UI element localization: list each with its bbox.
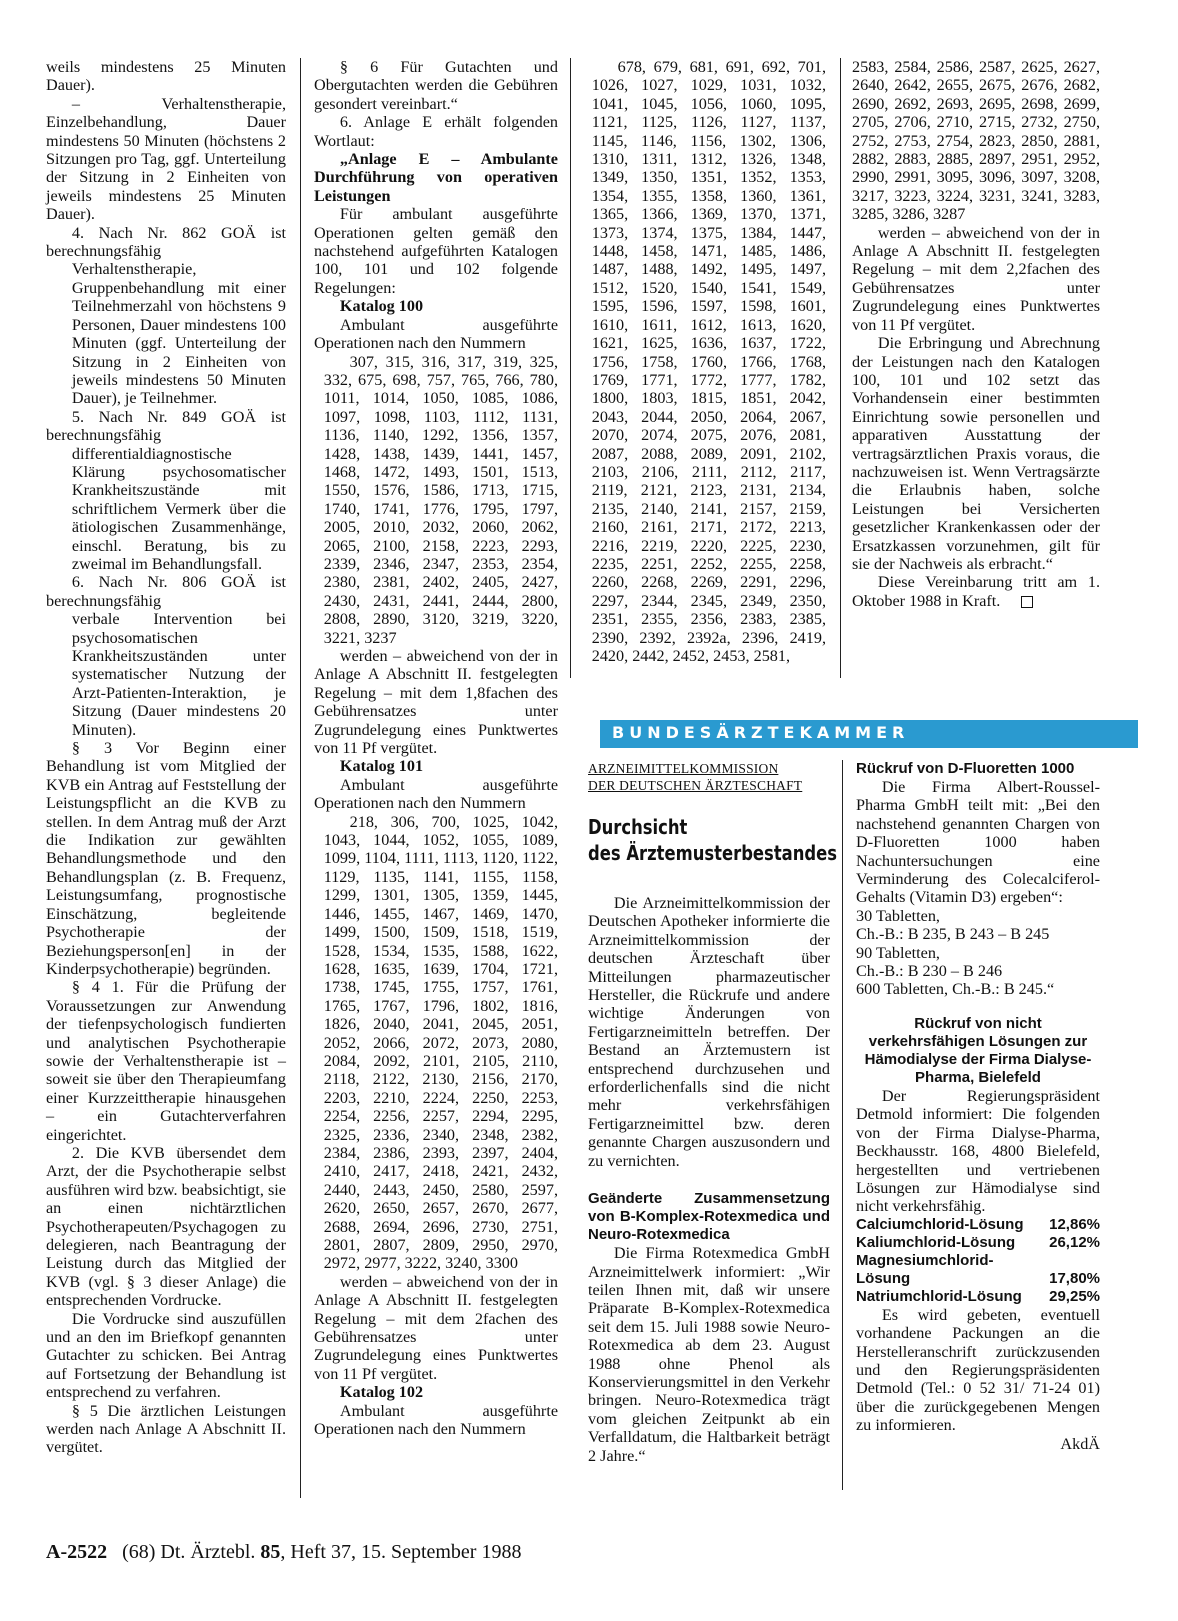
- paragraph: Verhaltenstherapie, Gruppenbehandlung mit einer Teilnehmerzahl von höchstens 9 Personen, Dauer mindestens 100 Minuten (ggf. Unterteilung der Sitzung in 2 Einheiten von jeweils mindestens 50 Minuten Dauer), je Teilnehmer.: [71, 260, 286, 408]
- article-headline: Durchsicht: [588, 815, 688, 839]
- signature: AkdÄ: [1060, 1434, 1100, 1453]
- catalog-100-numbers: 307, 315, 316, 317, 319, 325, 332, 675, 698, 757, 765, 766, 780, 1011, 1014, 1050, 1085, 1086, 1097, 1098, 1103, 1112, 1131, 1136, 1140, 1292, 1356, 1357, 1428, 1438, 1439, 1441, 1457, 1468, 1472, 1493, 1501, 1513, 1550, 1576, 1586, 1713, 1715, 1740, 1741, 1776, 1795, 1797, 2005, 2010, 2032, 2060, 2062, 2065, 2100, 2158, 2223, 2293, 2339, 2346, 2347, 2353, 2354, 2380, 2381, 2402, 2405, 2427, 2430, 2431, 2441, 2444, 2800, 2808, 2890, 3120, 3219, 3220, 3221, 3237: [323, 352, 558, 647]
- paragraph: 5. Nach Nr. 849 GOÄ ist berechnungsfähig: [46, 407, 286, 445]
- page-footer: [46, 1540, 521, 1564]
- paragraph: 2. Die KVB übersendet dem Arzt, der die Psychotherapie selbst ausführen wird bzw. beabsichtigt, sie an einen nichtärztlichen Psychotherapeuten/Psychagogen zu delegieren, nach Beantragung der Leistung durch das Mitglied der KVB (vgl. § 3 dieser Anlage) die entsprechenden Vordrucke.: [46, 1143, 286, 1310]
- solution-row: [856, 1216, 1100, 1234]
- paragraph: – Verhaltenstherapie, Einzelbehandlung, Dauer mindestens 50 Minuten (höchstens 2 Sitzungen pro Tag, ggf. Unterteilung der Sitzung in 2 Einheiten von jeweils mindestens 25 Minuten Dauer).: [46, 94, 286, 224]
- column-6: [856, 760, 1100, 1453]
- solution-value: 29,25%: [1049, 1287, 1100, 1305]
- end-mark-icon: [1021, 596, 1033, 608]
- catalog-102-title: Katalog 102: [339, 1383, 424, 1402]
- paragraph: § 6 Für Gutachten und Obergutachten werden die Gebühren gesondert vereinbart.“: [314, 58, 558, 113]
- paragraph: Ambulant ausgeführte Operationen nach den Nummern: [314, 315, 558, 353]
- solution-value: 17,80%: [1049, 1269, 1100, 1287]
- solution-name: Lösung: [856, 1269, 911, 1287]
- solution-name: Natriumchlorid-Lösung: [856, 1287, 1022, 1305]
- paragraph: Die Firma Albert-Roussel-Pharma GmbH teilt mit: „Bei den nachstehend genannten Chargen von D-Fluoretten 1000 haben Nachuntersuchungen eine Verminderung des Colecalciferol-Gehalts (Vitamin D3) ergeben“:: [856, 778, 1100, 907]
- footer-journal: (68) Dt. Ärztebl.: [122, 1541, 256, 1563]
- org-name: ARZNEIMITTELKOMMISSION: [588, 761, 779, 776]
- paragraph: Die Vordrucke sind auszufüllen und an den im Briefkopf genannten Gutachter zu schicken. Bei Antrag auf Fortsetzung der Behandlung ist entsprechend zu verfahren.: [46, 1309, 286, 1402]
- solution-value: 12,86%: [1049, 1215, 1100, 1233]
- solution-name: Kaliumchlorid-Lösung: [856, 1233, 1016, 1251]
- list-item: Ch.-B.: B 230 – B 246: [856, 962, 1003, 981]
- section-heading: „Anlage E – Ambulante Durchführung von operativen Leistungen: [314, 150, 558, 205]
- banner-label: BUNDESÄRZTEKAMMER: [612, 723, 910, 742]
- paragraph: differentialdiagnostische Klärung psychosomatischer Krankheitszustände mit schriftlichem Vermerk über die ätiologischen Zusammenhänge, einschl. Beratung, bis zu zweimal im Behandlungsfall.: [71, 444, 286, 573]
- catalog-102-numbers-cont: 2583, 2584, 2586, 2587, 2625, 2627, 2640, 2642, 2655, 2675, 2676, 2682, 2690, 2692, 2693, 2695, 2698, 2699, 2705, 2706, 2710, 2715, 2732, 2750, 2752, 2753, 2754, 2823, 2850, 2881, 2882, 2883, 2885, 2897, 2951, 2952, 2990, 2991, 3095, 3096, 3097, 3208, 3217, 3223, 3224, 3231, 3241, 3283, 3285, 3286, 3287: [852, 58, 1100, 224]
- paragraph: weils mindestens 25 Minuten Dauer).: [46, 58, 286, 95]
- catalog-101-title: Katalog 101: [339, 757, 424, 776]
- paragraph: Der Regierungspräsident Detmold informiert: Die folgenden von der Firma Dialyse-Pharma, Beckhausstr. 168, 4800 Bielefeld, hergestellten und vertriebenen Lösungen zur Hämodialyse sind nicht verkehrsfähig.: [856, 1086, 1100, 1216]
- paragraph: § 5 Die ärztlichen Leistungen werden nach Anlage A Abschnitt II. vergütet.: [46, 1401, 286, 1457]
- solution-value: 26,12%: [1049, 1233, 1100, 1251]
- catalog-102-numbers: 678, 679, 681, 691, 692, 701, 1026, 1027, 1029, 1031, 1032, 1041, 1045, 1056, 1060, 1095, 1121, 1125, 1126, 1127, 1137, 1145, 1146, 1156, 1302, 1306, 1310, 1311, 1312, 1326, 1348, 1349, 1350, 1351, 1352, 1353, 1354, 1355, 1358, 1360, 1361, 1365, 1366, 1369, 1370, 1371, 1373, 1374, 1375, 1384, 1447, 1448, 1458, 1471, 1485, 1486, 1487, 1488, 1492, 1495, 1497, 1512, 1520, 1540, 1541, 1549, 1595, 1596, 1597, 1598, 1601, 1610, 1611, 1612, 1613, 1620, 1621, 1625, 1636, 1637, 1722, 1756, 1758, 1760, 1766, 1768, 1769, 1771, 1772, 1777, 1782, 1800, 1803, 1815, 1851, 2042, 2043, 2044, 2050, 2064, 2067, 2070, 2074, 2075, 2076, 2081, 2087, 2088, 2089, 2091, 2102, 2103, 2106, 2111, 2112, 2117, 2119, 2121, 2123, 2131, 2134, 2135, 2140, 2141, 2157, 2159, 2160, 2161, 2171, 2172, 2213, 2216, 2219, 2220, 2225, 2230, 2235, 2251, 2252, 2255, 2258, 2260, 2268, 2269, 2291, 2296, 2297, 2344, 2345, 2349, 2350, 2351, 2355, 2356, 2383, 2385, 2390, 2392, 2392a, 2396, 2419, 2420, 2442, 2452, 2453, 2581,: [591, 58, 826, 665]
- list-item: 600 Tabletten, Ch.-B.: B 245.“: [856, 980, 1055, 999]
- column-4: [852, 58, 1100, 610]
- solution-row: [856, 1270, 1100, 1288]
- catalog-100-title: Katalog 100: [339, 297, 424, 316]
- article-headline: des Ärztemusterbestandes: [588, 841, 838, 865]
- paragraph: Ambulant ausgeführte Operationen nach den Nummern: [314, 775, 558, 813]
- page-number: A-2522: [46, 1541, 108, 1563]
- closing-text: Diese Vereinbarung tritt am 1. Oktober 1988 in Kraft.: [852, 573, 1100, 610]
- paragraph: § 4 1. Für die Prüfung der Voraussetzungen zur Anwendung der tiefenpsychologisch fundierten und analytischen Psychotherapie sowie der Verhaltenstherapie ist – soweit sie über den Therapieumfang einer Kurzzeittherapie hinausgehen – ein Gutachterverfahren eingerichtet.: [46, 978, 286, 1144]
- paragraph: § 3 Vor Beginn einer Behandlung ist vom Mitglied der KVB ein Antrag auf Feststellung der Leistungspflicht an die KVB zu stellen. In dem Antrag muß der Arzt die Indikation zur gewählten Behandlungsmethode und den Behandlungsplan (z. B. Frequenz, Leistungsumfang, prognostische Einschätzung, begleitende Psychotherapie der Beziehungsperson[en] in der Kinderpsychotherapie) begründen.: [46, 739, 286, 978]
- paragraph: Die Erbringung und Abrechnung der Leistungen nach den Katalogen 100, 101 und 102 setzt das Vorhandensein einer bestimmten Einrichtung sowie personellen und apparativen Ausstattung der vertragsärztlichen Praxis voraus, die nachzuweisen ist. Wenn Vertragsärzte die Erlaubnis haben, solche Leistungen bei Versicherten gesetzlicher Krankenkassen oder der Ersatzkassen vorzunehmen, gilt für sie der Nachweis als erbracht.“: [852, 334, 1100, 573]
- column-3: [582, 58, 826, 665]
- paragraph: 6. Nach Nr. 806 GOÄ ist berechnungsfähig: [46, 573, 286, 610]
- paragraph: 6. Anlage E erhält folgenden Wortlaut:: [314, 113, 558, 150]
- paragraph: werden – abweichend von der in Anlage A Abschnitt II. festgelegten Regelung – mit dem 1,8fachen des Gebührensatzes unter Zugrundelegung eines Punktwertes von 11 Pf vergütet.: [314, 647, 558, 758]
- paragraph: verbale Intervention bei psychosomatischen Krankheitszuständen unter systematischer Nutzung der Arzt-Patienten-Interaktion, je Sitzung (Dauer mindestens 20 Minuten).: [71, 610, 286, 739]
- solution-row: [856, 1288, 1100, 1306]
- paragraph: Für ambulant ausgeführte Operationen gelten gemäß den nachstehend aufgeführten Katalogen 100, 101 und 102 folgende Regelungen:: [314, 205, 558, 297]
- footer-issue: , Heft 37, 15. September 1988: [280, 1541, 522, 1563]
- list-item: Ch.-B.: B 235, B 243 – B 245: [856, 925, 1050, 944]
- paragraph: Die Firma Rotexmedica GmbH Arzneimittelwerk informiert: „Wir teilen Ihnen mit, daß wir unsere Präparate B-Komplex-Rotexmedica seit dem 15. Juli 1988 sowie Neuro-Rotexmedica ab dem 23. August 1988 ohne Phenol als Konservierungsmittel in den Verkehr bringen. Neuro-Rotexmedica trägt vom gleichen Zeitpunkt ab ein Verfalldatum, die Haltbarkeit beträgt 2 Jahre.“: [588, 1244, 830, 1465]
- column-rule: [842, 760, 843, 1490]
- section-banner: [600, 720, 1138, 748]
- column-rule: [570, 58, 571, 678]
- footer-volume: 85: [260, 1541, 281, 1563]
- solution-name: Calciumchlorid-Lösung: [856, 1215, 1024, 1233]
- paragraph: werden – abweichend von der in Anlage A Abschnitt II. festgelegten Regelung – mit dem 2,2fachen des Gebührensatzes unter Zugrundelegung eines Punktwertes von 11 Pf vergütet.: [852, 223, 1100, 334]
- column-2: [314, 58, 558, 1438]
- column-5: [588, 760, 838, 1465]
- column-1: [46, 58, 286, 1457]
- subheading: Rückruf von D-Fluoretten 1000: [856, 760, 1075, 777]
- solution-name: Magnesiumchlorid-: [856, 1251, 994, 1269]
- subheading: Rückruf von nicht verkehrsfähigen Lösungen zur Hämodialyse der Firma Dialyse-Pharma, Bielefeld: [864, 1014, 1092, 1086]
- column-rule: [840, 58, 841, 678]
- paragraph: 4. Nach Nr. 862 GOÄ ist berechnungsfähig: [46, 223, 286, 261]
- paragraph: Ambulant ausgeführte Operationen nach den Nummern: [314, 1401, 558, 1439]
- list-item: 30 Tabletten,: [856, 906, 940, 925]
- column-rule: [300, 58, 301, 1498]
- org-name: DER DEUTSCHEN ÄRZTESCHAFT: [588, 778, 803, 793]
- solution-row: [856, 1234, 1100, 1252]
- paragraph: Die Arzneimittelkommission der Deutschen Apotheker informierte die Arzneimittelkommission der deutschen Ärzteschaft über Mitteilungen pharmazeutischer Hersteller, die Rückrufe und andere wichtige Änderungen von Fertigarzneimitteln betreffen. Der Bestand an Ärztemustern ist entsprechend durchzusehen und erforderlichenfalls sind die nicht mehr verkehrsfähigen Fertigarzneimittel bzw. deren genannte Chargen auszusondern und zu vernichten.: [588, 894, 830, 1170]
- list-item: 90 Tabletten,: [856, 943, 940, 962]
- paragraph: [852, 573, 1100, 610]
- subheading: Geänderte Zusammensetzung von B-Komplex-Rotexmedica und Neuro-Rotexmedica: [588, 1190, 830, 1244]
- paragraph: werden – abweichend von der in Anlage A Abschnitt II. festgelegten Regelung – mit dem 2fachen des Gebührensatzes unter Zugrundelegung eines Punktwertes von 11 Pf vergütet.: [314, 1272, 558, 1383]
- catalog-101-numbers: 218, 306, 700, 1025, 1042, 1043, 1044, 1052, 1055, 1089, 1099, 1104, 1111, 1113, 1120, 1122, 1129, 1135, 1141, 1155, 1158, 1299, 1301, 1305, 1359, 1445, 1446, 1455, 1467, 1469, 1470, 1499, 1500, 1509, 1518, 1519, 1528, 1534, 1535, 1588, 1622, 1628, 1635, 1639, 1704, 1721, 1738, 1745, 1755, 1757, 1761, 1765, 1767, 1796, 1802, 1816, 1826, 2040, 2041, 2045, 2051, 2052, 2066, 2072, 2073, 2080, 2084, 2092, 2101, 2105, 2110, 2118, 2122, 2130, 2156, 2170, 2203, 2210, 2224, 2250, 2253, 2254, 2256, 2257, 2294, 2295, 2325, 2336, 2340, 2348, 2382, 2384, 2386, 2393, 2397, 2404, 2410, 2417, 2418, 2421, 2432, 2440, 2443, 2450, 2580, 2597, 2620, 2650, 2657, 2670, 2677, 2688, 2694, 2696, 2730, 2751, 2801, 2807, 2809, 2950, 2970, 2972, 2977, 3222, 3240, 3300: [323, 812, 558, 1273]
- paragraph: Es wird gebeten, eventuell vorhandene Packungen an die Herstelleranschrift zurückzusenden und den Regierungspräsidenten Detmold (Tel.: 0 52 31/ 71-24 01) über die zurückgegebenen Mengen zu informieren.: [856, 1305, 1100, 1435]
